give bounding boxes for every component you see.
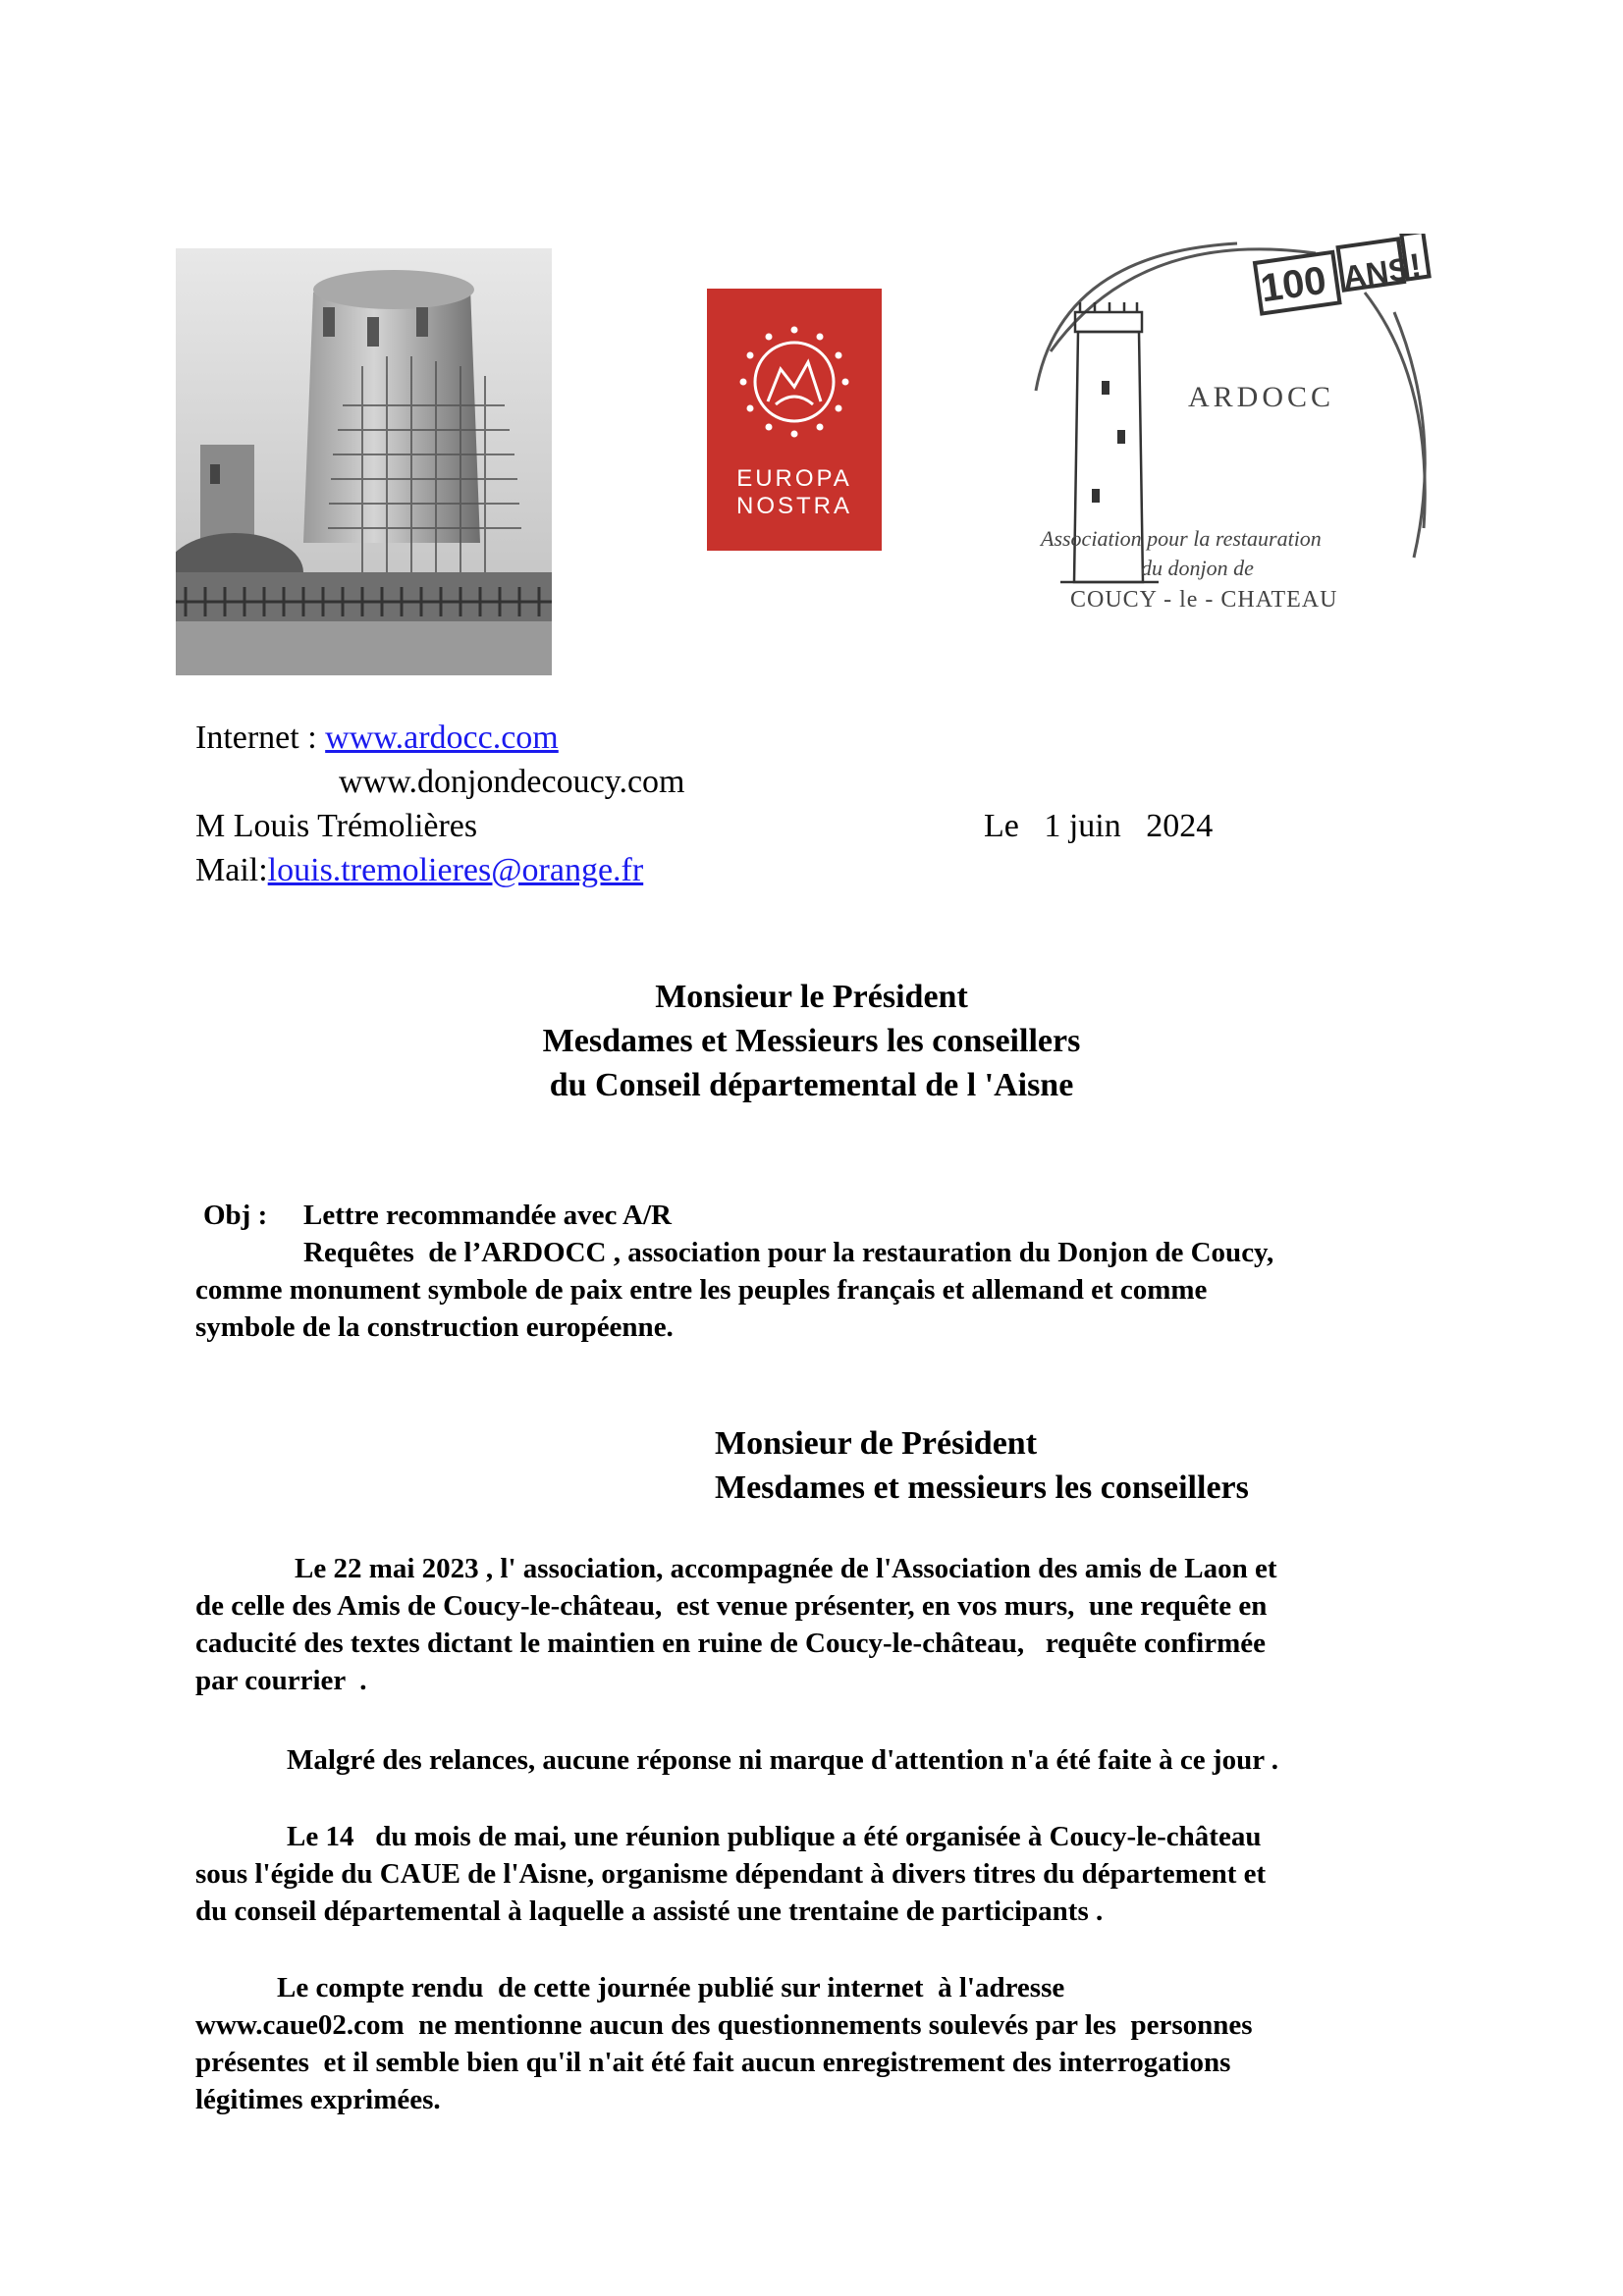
paragraph-1-line-2: de celle des Amis de Coucy-le-château, est venue présenter, en vos murs, une requête en	[195, 1590, 1268, 1622]
paragraph-4-line-4: légitimes exprimées.	[195, 2084, 441, 2115]
object-line-4: symbole de la construction européenne.	[195, 1311, 674, 1343]
object-label: Obj :	[203, 1200, 268, 1231]
addressee-line-1: Monsieur le Président	[655, 979, 968, 1015]
internet-line	[195, 719, 559, 758]
website-link-ardocc[interactable]: www.ardocc.com	[325, 720, 559, 756]
object-line-3: comme monument symbole de paix entre les peuples français et allemand et comme	[195, 1274, 1208, 1306]
europa-logo-word2: NOSTRA	[735, 493, 852, 519]
mail-line	[195, 851, 643, 890]
europa-nostra-logo	[707, 289, 882, 551]
badge-bang: !	[1407, 246, 1424, 286]
object-line-2: Requêtes de l’ARDOCC , association pour la restauration du Donjon de Coucy,	[303, 1237, 1274, 1268]
badge-word: ANS	[1340, 250, 1412, 295]
salutation-line-2: Mesdames et messieurs les conseillers	[715, 1469, 1249, 1506]
email-link[interactable]: louis.tremolieres@orange.fr	[267, 852, 644, 888]
internet-label: Internet :	[195, 720, 326, 756]
ardocc-tagline-2: du donjon de	[1141, 556, 1254, 580]
addressee-line-3: du Conseil départemental de l 'Aisne	[549, 1067, 1074, 1103]
paragraph-2-line-1: Malgré des relances, aucune réponse ni marque d'attention n'a été faite à ce jour .	[287, 1744, 1279, 1776]
salutation-line-1: Monsieur de Président	[715, 1425, 1038, 1462]
paragraph-3-line-3: du conseil départemental à laquelle a assisté une trentaine de participants .	[195, 1896, 1104, 1927]
paragraph-1-line-1: Le 22 mai 2023 , l' association, accompagnée de l'Association des amis de Laon et	[295, 1553, 1277, 1584]
website-donjon: www.donjondecoucy.com	[339, 764, 685, 800]
addressee-line-2: Mesdames et Messieurs les conseillers	[542, 1023, 1081, 1059]
paragraph-1-line-3: caducité des textes dictant le maintien en ruine de Coucy-le-château, requête confirmée	[195, 1628, 1266, 1659]
ardocc-tagline-3: COUCY - le - CHATEAU	[1070, 587, 1338, 613]
donjon-photo	[176, 248, 552, 675]
ardocc-tagline-1: Association pour la restauration	[1041, 526, 1322, 551]
sender-name: M Louis Trémolières	[195, 808, 478, 844]
ardocc-name: ARDOCC	[1188, 381, 1335, 413]
paragraph-1-line-4: par courrier .	[195, 1665, 367, 1696]
letter-date: Le 1 juin 2024	[984, 808, 1214, 844]
mail-label: Mail:	[195, 852, 268, 888]
badge-number: 100	[1258, 258, 1329, 311]
object-line-1: Lettre recommandée avec A/R	[303, 1200, 672, 1231]
paragraph-3-line-1: Le 14 du mois de mai, une réunion publique a été organisée à Coucy-le-château	[287, 1821, 1262, 1852]
paragraph-4-line-2: www.caue02.com ne mentionne aucun des questionnements soulevés par les personnes	[195, 2009, 1253, 2041]
paragraph-3-line-2: sous l'égide du CAUE de l'Aisne, organisme dépendant à divers titres du département et	[195, 1858, 1267, 1890]
ardocc-logo	[1021, 234, 1434, 638]
paragraph-4-line-3: présentes et il semble bien qu'il n'ait été fait aucun enregistrement des interrogations	[195, 2047, 1231, 2078]
europa-logo-word1: EUROPA	[736, 465, 852, 492]
paragraph-4-line-1: Le compte rendu de cette journée publié sur internet à l'adresse	[277, 1972, 1065, 2003]
